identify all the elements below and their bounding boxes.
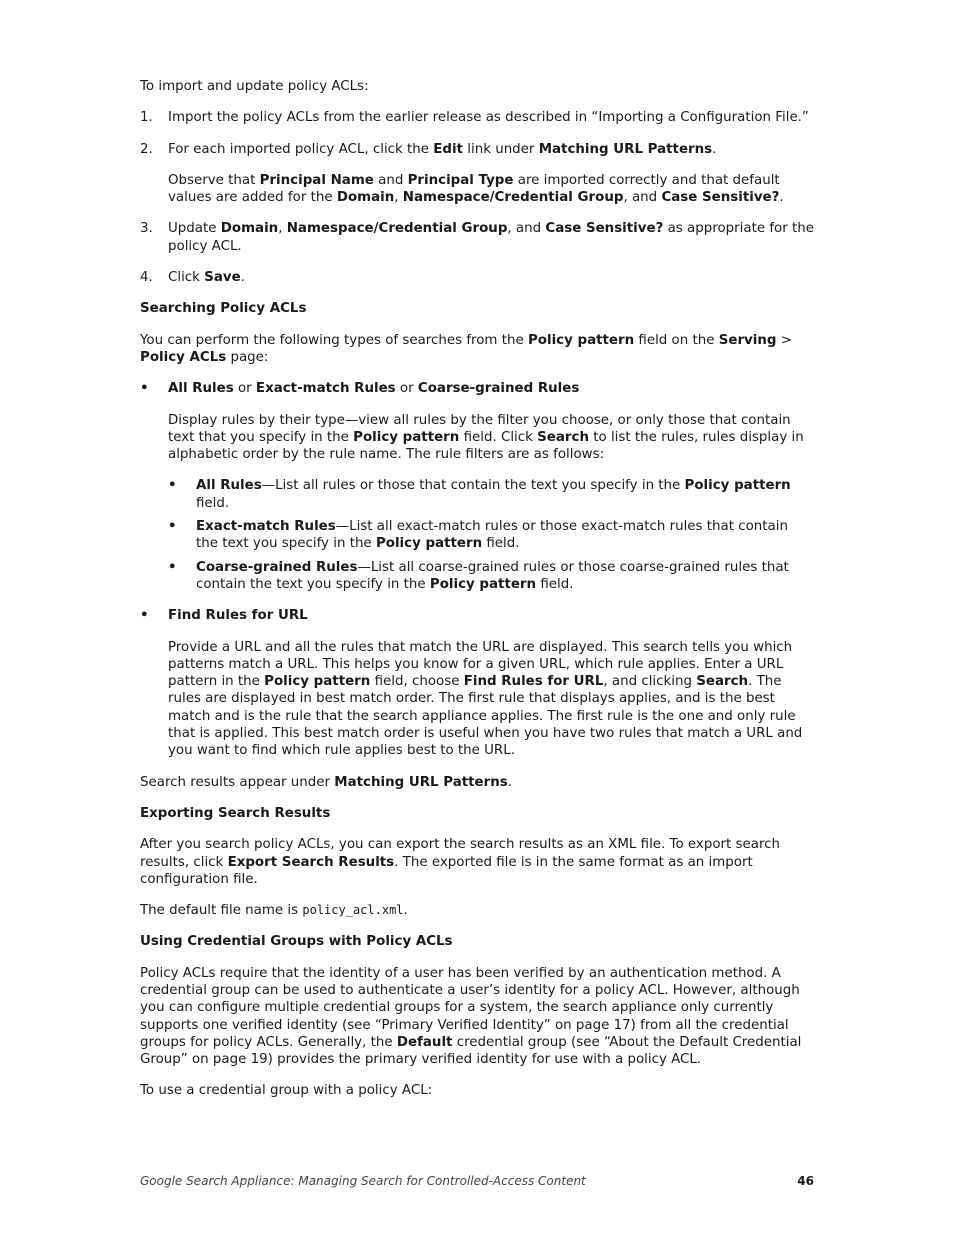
sub-bullet-exact-match: • Exact-match Rules—List all exact-match rules or those exact-match rules that contain the text you specify in the Policy pattern field.: [168, 519, 788, 552]
section-heading-exporting: Exporting Search Results: [140, 805, 331, 821]
bullet-description: Display rules by their type—view all rules by the filter you choose, or only those that contain text that you specify in the Policy pattern field. Click Search to list the rules, rules display in alphabetic order by the rule name. The rule filters are as follows:: [168, 412, 804, 463]
section-heading-searching: Searching Policy ACLs: [140, 301, 307, 317]
sub-bullet-list: [168, 477, 814, 593]
step-number: 4.: [140, 270, 153, 286]
step-number: 2.: [140, 141, 153, 157]
step-text: Import the policy ACLs from the earlier release as described in “Importing a Configuration File.”: [168, 110, 809, 126]
bullet-icon: •: [168, 519, 177, 535]
footer-title: Google Search Appliance: Managing Search for Controlled-Access Content: [140, 1174, 586, 1188]
page-number: 46: [797, 1174, 814, 1188]
step-number: 3.: [140, 221, 153, 237]
step-text: Update Domain, Namespace/Credential Group, and Case Sensitive? as appropriate for the policy ACL.: [168, 221, 814, 254]
sub-bullet-all-rules: • All Rules—List all rules or those that contain the text you specify in the Policy pattern field.: [168, 478, 791, 511]
exporting-paragraph: After you search policy ACLs, you can export the search results as an XML file. To export search results, click Export Search Results. The exported file is in the same format as an import configuration file.: [140, 837, 781, 887]
step-1: [140, 109, 814, 126]
page-content: [140, 78, 814, 1114]
bullet-icon: •: [140, 608, 149, 624]
credential-outro: To use a credential group with a policy ACL:: [140, 1083, 433, 1099]
searching-intro: You can perform the following types of searches from the Policy pattern field on the Serving > Policy ACLs page:: [140, 332, 792, 365]
filename-code: policy_acl.xml: [302, 903, 404, 918]
step-text: Click Save.: [168, 270, 245, 286]
bullet-description: Provide a URL and all the rules that match the URL are displayed. This search tells you which patterns match a URL. This helps you know for a given URL, which rule applies. Enter a URL pattern in the Policy pattern field, choose Find Rules for URL, and clicking Search. The rules are displayed in best match order. The first rule that displays applies, and is the best match and is the rule that the search appliance applies. The first rule is the one and only rule that is applied. This best match order is useful when you have two rules that match a URL and you want to find which rule applies best to the URL.: [168, 639, 803, 759]
bullet-rule-types: [140, 380, 814, 593]
default-filename-paragraph: The default file name is policy_acl.xml.: [140, 903, 408, 919]
bullet-icon: •: [168, 559, 177, 575]
sub-bullet-coarse-grained: • Coarse-grained Rules—List all coarse-grained rules or those coarse-grained rules that contain the text you specify in the Policy pattern field.: [168, 559, 789, 592]
step-text: For each imported policy ACL, click the Edit link under Matching URL Patterns.: [168, 141, 717, 157]
credential-paragraph: Policy ACLs require that the identity of a user has been verified by an authentication method. A credential group can be used to authenticate a user’s identity for a policy ACL. However, although you can configure multiple credential groups for a system, the search appliance only currently supports one verified identity (see “Primary Verified Identity” on page 17) from all the credential groups for policy ACLs. Generally, the Default credential group (see “About the Default Credential Group” on page 19) provides the primary verified identity for use with a policy ACL.: [140, 965, 802, 1068]
intro-paragraph: To import and update policy ACLs:: [140, 79, 369, 94]
bullet-find-rules: [140, 607, 814, 759]
bullet-icon: •: [168, 478, 177, 494]
step-note: Observe that Principal Name and Principal Type are imported correctly and that default values are added for the Domain, Namespace/Credential Group, and Case Sensitive?.: [168, 172, 784, 206]
search-results-paragraph: Search results appear under Matching URL Patterns.: [140, 774, 512, 790]
step-number: 1.: [140, 110, 153, 126]
step-3: [140, 220, 814, 255]
page-footer: [140, 1174, 814, 1188]
bullet-title: All Rules or Exact-match Rules or Coarse-grained Rules: [168, 381, 580, 397]
bullet-icon: •: [140, 381, 149, 397]
step-2: [140, 141, 814, 207]
section-heading-credential: Using Credential Groups with Policy ACLs: [140, 934, 453, 950]
bullet-title: Find Rules for URL: [168, 608, 308, 624]
step-4: [140, 269, 814, 286]
